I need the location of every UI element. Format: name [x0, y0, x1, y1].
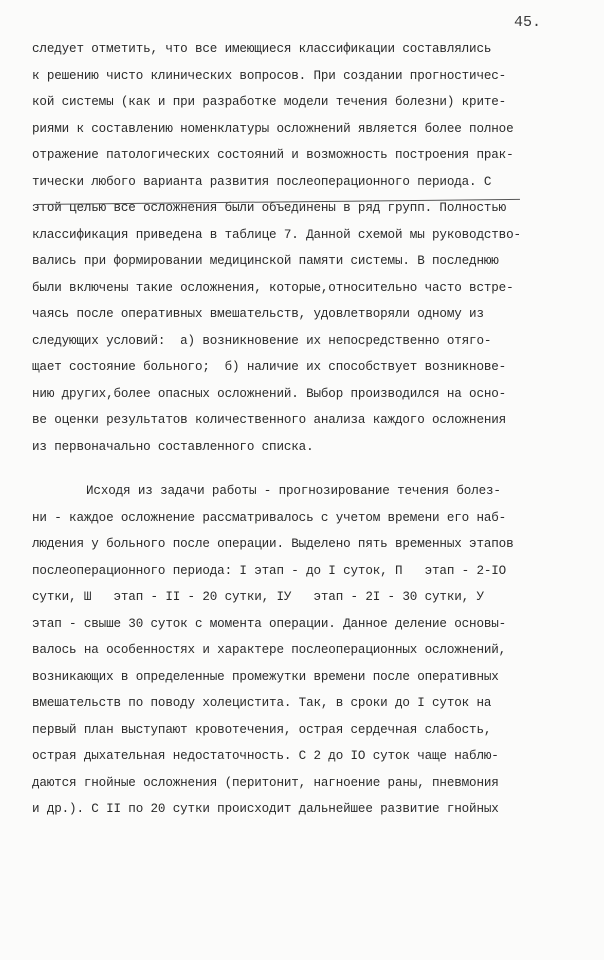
- text-line: к решению чисто клинических вопросов. При создании прогностичес-: [32, 68, 507, 83]
- paragraph-1: [32, 36, 580, 460]
- text-line: Исходя из задачи работы - прогнозирование течения болез-: [86, 484, 501, 498]
- text-line: кой системы (как и при разработке модели течения болезни) крите-: [32, 95, 507, 109]
- text-line: и др.). С II по 20 сутки происходит дальнейшее развитие гнойных: [32, 802, 499, 816]
- text-line: отражение патологических состояний и возможность построения прак-: [32, 148, 514, 162]
- text-line: ве оценки результатов количественного анализа каждого осложнения: [32, 413, 507, 427]
- text-line: нию других,более опасных осложнений. Выбор производился на осно-: [32, 386, 507, 401]
- text-line: сутки, Ш этап - II - 20 сутки, IУ этап - 2I - 30 сутки, У: [32, 590, 484, 604]
- text-line: щает состояние больного; б) наличие их способствует возникнове-: [32, 360, 507, 374]
- text-line: возникающих в определенные промежутки времени после оперативных: [32, 669, 499, 684]
- text-line: были включены такие осложнения, которые,относительно часто встре-: [32, 280, 514, 295]
- text-line: вались при формировании медицинской памяти системы. В последнюю: [32, 254, 499, 268]
- text-line: из первоначально составленного списка.: [32, 439, 314, 454]
- text-line: даются гнойные осложнения (перитонит, нагноение раны, пневмония: [32, 775, 499, 790]
- text-line: первый план выступают кровотечения, острая сердечная слабость,: [32, 722, 492, 737]
- text-line: чаясь после оперативных вмешательств, удовлетворяли одному из: [32, 307, 484, 321]
- text-line: следующих условий: а) возникновение их непосредственно отяго-: [32, 333, 492, 348]
- paragraph-2: [32, 478, 580, 823]
- text-line: острая дыхательная недостаточность. С 2 до IO суток чаще наблю-: [32, 749, 499, 763]
- text-line: людения у больного после операции. Выделено пять временных этапов: [32, 537, 514, 551]
- text-line: следует отметить, что все имеющиеся классификации составлялись: [32, 42, 492, 56]
- text-line: тически любого варианта развития послеоперационного периода. С: [32, 174, 492, 189]
- text-line: этап - свыше 30 суток с момента операции. Данное деление основы-: [32, 616, 507, 631]
- text-line: этой целью все осложнения были объединены в ряд групп. Полностью: [32, 201, 507, 215]
- text-line: ни - каждое осложнение рассматривалось с учетом времени его наб-: [32, 510, 507, 525]
- text-line: послеоперационного периода: I этап - до I суток, П этап - 2-IO: [32, 563, 507, 578]
- text-line: вмешательств по поводу холецистита. Так, в сроки до I суток на: [32, 696, 492, 710]
- text-line: риями к составлению номенклатуры осложнений является более полное: [32, 121, 514, 136]
- text-line: валось на особенностях и характере послеоперационных осложнений,: [32, 643, 507, 657]
- page-number: 45.: [514, 14, 542, 31]
- text-line: классификация приведена в таблице 7. Данной схемой мы руководство-: [32, 227, 521, 242]
